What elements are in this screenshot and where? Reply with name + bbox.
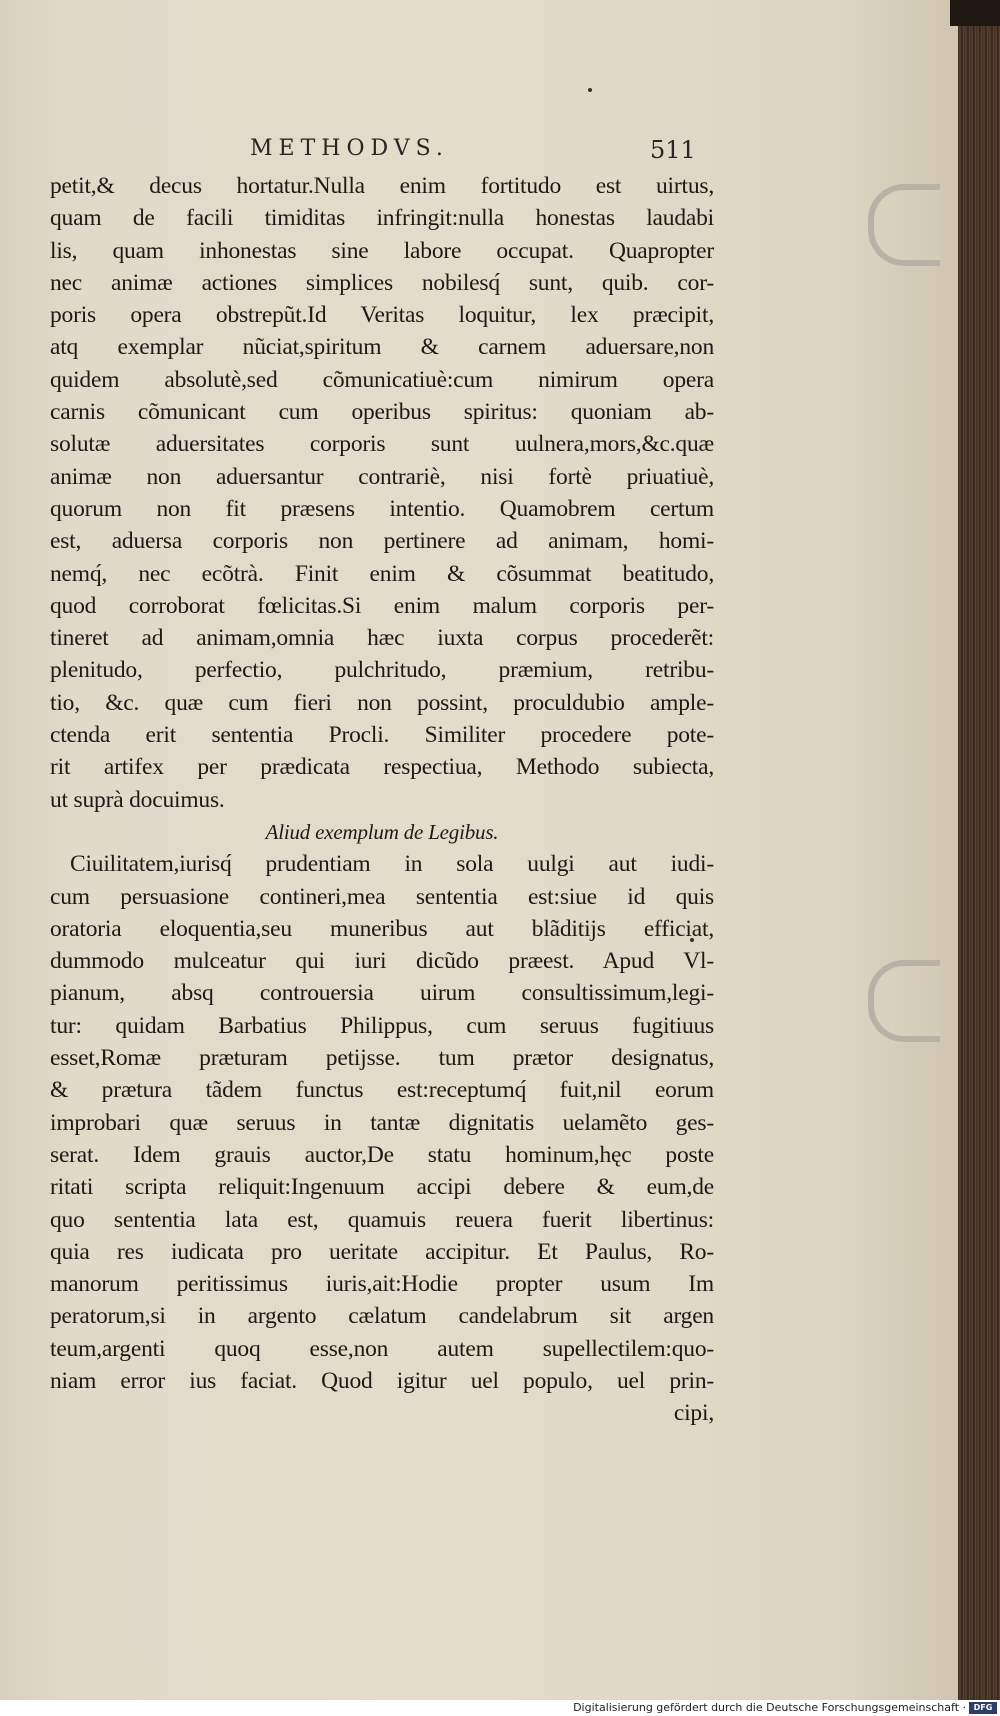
text-line: pianum, absq controuersia uirum consultissimum,legi- [50, 980, 714, 1007]
text-line: atq exemplar nũciat,spiritum & carnem aduersare,non [50, 334, 714, 361]
text-line: improbari quæ seruus in tantæ dignitatis uelamẽto ges- [50, 1109, 714, 1136]
digitization-footer [0, 1700, 1000, 1716]
text-line: esset,Romæ præturam petijsse. tum prætor designatus, [50, 1045, 714, 1072]
page-edge-shadow [950, 0, 1000, 26]
text-line: plenitudo, perfectio, pulchritudo, præmium, retribu- [50, 657, 714, 684]
text-line: quod corroborat fœlicitas.Si enim malum corporis per- [50, 592, 714, 619]
text-line: peratorum,si in argento cælatum candelabrum sit argen [50, 1303, 714, 1330]
text-line: ctenda erit sententia Procli. Similiter procedere pote- [50, 722, 714, 749]
text-line: quidem absolutè,sed cõmunicatiuè:cum nimirum opera [50, 366, 714, 393]
catchword: cipi, [673, 1400, 714, 1427]
text-line: dummodo mulceatur qui iuri dicũdo præest. Apud Vl- [50, 948, 714, 975]
running-title: METHODVS. [250, 136, 449, 161]
text-line: oratoria eloquentia,seu muneribus aut blãditijs efficiat, [50, 915, 714, 942]
dfg-logo: DFG [969, 1702, 997, 1714]
text-line: nemq́, nec ecõtrà. Finit enim & cõsummat beatitudo, [50, 560, 714, 587]
section-heading: Aliud exemplum de Legibus. [265, 819, 499, 844]
text-line: niam error ius faciat. Quod igitur uel populo, uel prin- [50, 1367, 714, 1394]
book-clamp-top [868, 184, 940, 266]
text-line: carnis cõmunicant cum operibus spiritus: quoniam ab- [50, 399, 714, 426]
text-line: cum persuasione contineri,mea sententia est:siue id quis [50, 883, 714, 910]
text-line: poris opera obstrepũt.Id Veritas loquitur, lex præcipit, [50, 302, 714, 329]
text-line: teum,argenti quoq esse,non autem supellectilem:quo- [50, 1335, 714, 1362]
text-line: quia res iudicata pro ueritate accipitur. Et Paulus, Ro- [50, 1238, 714, 1265]
body-paragraph [50, 170, 714, 816]
text-line: tineret ad animam,omnia hæc iuxta corpus procederẽt: [50, 625, 714, 652]
text-line: quo sententia lata est, quamuis reuera fuerit libertinus: [50, 1206, 714, 1233]
text-line: quorum non fit præsens intentio. Quamobrem certum [50, 495, 714, 522]
text-line: ut suprà docuimus. [50, 786, 225, 813]
funding-credit: Digitalisierung gefördert durch die Deutsche Forschungsgemeinschaft · [573, 1701, 966, 1714]
text-line: animæ non aduersantur contrariè, nisi fortè priuatiuè, [50, 463, 714, 490]
text-line: rit artifex per prædicata respectiua, Methodo subiecta, [50, 754, 714, 781]
page-header [0, 136, 958, 172]
text-line: tur: quidam Barbatius Philippus, cum seruus fugitiuus [50, 1012, 714, 1039]
section-paragraph [50, 848, 714, 1397]
text-line: quam de facili timiditas infringit:nulla honestas laudabi [50, 205, 714, 232]
text-line: Ciuilitatem,iurisq́ prudentiam in sola uulgi aut iudi- [70, 851, 714, 878]
ink-speck [588, 88, 592, 92]
text-line: serat. Idem grauis auctor,De statu hominum,hęc poste [50, 1141, 714, 1168]
text-line: & prætura tãdem functus est:receptumq́ fuit,nil eorum [50, 1077, 714, 1104]
page-edge-stack [958, 0, 1000, 1700]
text-line: solutæ aduersitates corporis sunt uulnera,mors,&c.quæ [50, 431, 714, 458]
book-clamp-bottom [868, 960, 940, 1042]
text-block [50, 170, 714, 1430]
text-line: manorum peritissimus iuris,ait:Hodie propter usum Im [50, 1271, 714, 1298]
page-number: 511 [650, 136, 696, 164]
text-line: tio, &c. quæ cum fieri non possint, proculdubio ample- [50, 689, 714, 716]
text-line: petit,& decus hortatur.Nulla enim fortitudo est uirtus, [50, 173, 714, 199]
text-line: lis, quam inhonestas sine labore occupat. Quapropter [50, 237, 714, 264]
text-line: nec animæ actiones simplices nobilesq́ sunt, quib. cor- [50, 269, 714, 296]
text-line: est, aduersa corporis non pertinere ad animam, homi- [50, 528, 714, 555]
text-line: ritati scripta reliquit:Ingenuum accipi debere & eum,de [50, 1174, 714, 1201]
